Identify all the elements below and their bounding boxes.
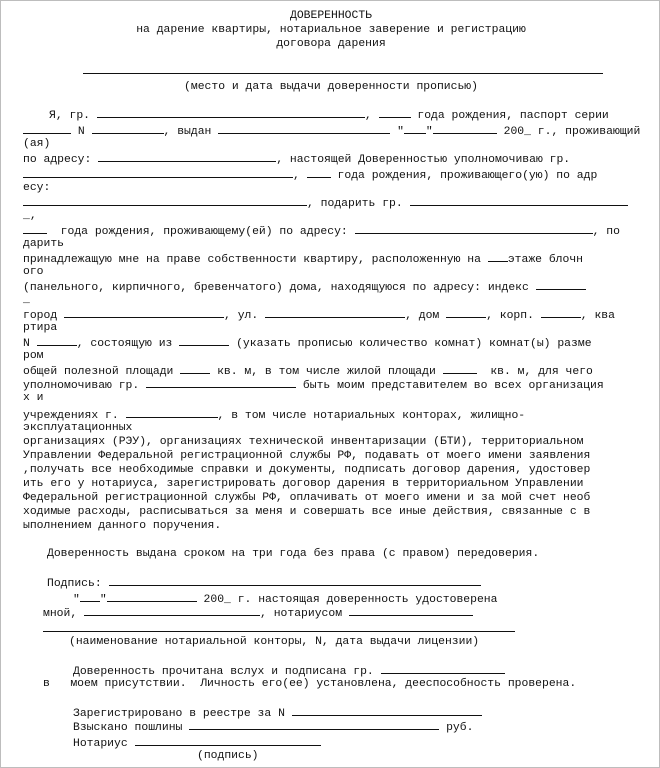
identity-verified-line: в моем присутствии. Личность его(ее) установлена, дееспособность проверена.: [43, 678, 577, 690]
para-line-19: общей полезной площади кв. м, в том числе жилой площади кв. м, для чего: [23, 363, 593, 380]
para-line-22: учреждениях г. , в том числе нотариальных конторах, жилищно-: [23, 407, 525, 424]
fee-line: Взыскано пошлины руб.: [73, 719, 473, 736]
para-line-21: х и: [23, 392, 44, 404]
para-line-14: _: [23, 294, 30, 306]
para-line-29: ходимые расходы, расписываться за меня и совершать все иные действия, связанные с в: [23, 506, 591, 518]
para-line-18: ром: [23, 350, 44, 362]
para-line-15: город , ул. , дом , корп. , ква: [23, 307, 615, 324]
para-line-10: дарить: [23, 238, 65, 250]
para-line-11: принадлежащую мне на праве собственности квартиру, расположенную на этаже блочн: [23, 251, 583, 268]
place-date-hint: (место и дата выдачи доверенности прописью): [184, 81, 478, 93]
para-line-28: Федеральной регистрационной службы РФ, оплачивать от моего имени и за мой счет необ: [23, 492, 591, 504]
signature-line: Подпись:: [47, 575, 481, 592]
signature-hint: (подпись): [197, 750, 259, 762]
para-line-4: по адресу: , настоящей Доверенностью уполномочиваю гр.: [23, 151, 570, 168]
read-aloud-line: Доверенность прочитана вслух и подписана гр.: [73, 663, 505, 680]
para-line-25: Управлении Федеральной регистрационной службы РФ, подавать от моего имени заявления: [23, 450, 591, 462]
para-line-1: Я, гр. , года рождения, паспорт серии: [49, 107, 609, 124]
para-line-7: , подарить гр.: [23, 195, 628, 212]
para-line-30: ыполнением данного поручения.: [23, 520, 222, 532]
certification-notary-line: мной, , нотариусом: [43, 605, 473, 622]
para-line-12: ого: [23, 266, 44, 278]
para-line-17: N , состоящую из (указать прописью количество комнат) комнат(ы) разме: [23, 335, 592, 352]
para-line-27: ить его у нотариуса, зарегистрировать договор дарения в территориальном Управлении: [23, 478, 584, 490]
document-subtitle-line2: договора дарения: [276, 38, 386, 50]
registry-line: Зарегистрировано в реестре за N: [73, 705, 482, 722]
para-line-2: N , выдан " " 200_ г., проживающий: [23, 123, 640, 140]
term-statement: Доверенность выдана сроком на три года без права (с правом) передоверия.: [47, 548, 540, 560]
para-line-20: уполномочиваю гр. быть моим представителем во всех организация: [23, 377, 604, 394]
para-line-5: , года рождения, проживающего(ую) по адр: [23, 167, 597, 184]
para-line-13: (панельного, кирпичного, бревенчатого) дома, находящуюся по адресу: индекс: [23, 279, 586, 296]
notary-sign-line: Нотариус: [73, 735, 321, 752]
para-line-3: (ая): [23, 138, 51, 150]
para-line-24: организациях (РЭУ), организациях технической инвентаризации (БТИ), территориальном: [23, 436, 584, 448]
notary-office-hint: (наименование нотариальной конторы, N, дата выдачи лицензии): [69, 636, 480, 648]
para-line-16: ртира: [23, 322, 58, 334]
place-date-blank: [83, 63, 603, 80]
para-line-8: _,: [23, 210, 37, 222]
para-line-9: года рождения, проживающему(ей) по адресу: , по: [23, 223, 620, 240]
para-line-23: эксплуатационных: [23, 422, 133, 434]
document-title: ДОВЕРЕННОСТЬ: [289, 10, 373, 22]
certification-date-line: " " 200_ г. настоящая доверенность удостоверена: [73, 591, 497, 608]
document-subtitle-line1: на дарение квартиры, нотариальное заверение и регистрацию: [136, 24, 526, 36]
para-line-26: ,получать все необходимые справки и документы, подписать договор дарения, удостовер: [23, 464, 591, 476]
para-line-6: есу:: [23, 182, 51, 194]
